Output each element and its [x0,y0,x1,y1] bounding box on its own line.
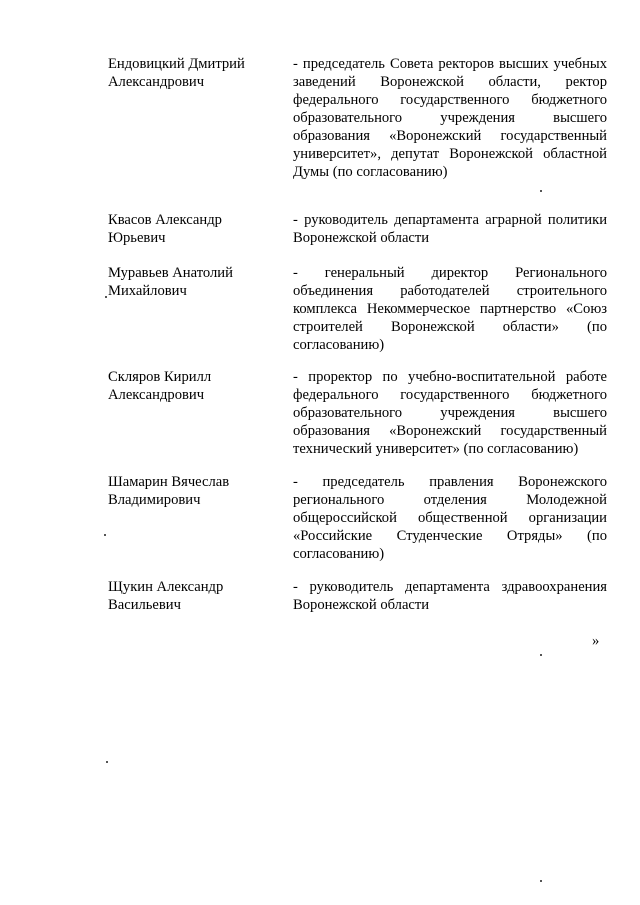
member-name-line1: Щукин Александр [108,579,224,595]
member-name-line1: Скляров Кирилл [108,369,212,385]
member-name-line1: Муравьев Анатолий [108,265,233,281]
member-name [108,264,278,300]
member-name [108,473,278,509]
member-name-line2: Александрович [108,74,205,90]
member-name [108,578,278,614]
member-name [108,55,278,91]
closing-quote-mark: » [592,633,600,649]
member-description: - руководитель департамента аграрной политики Воронежской области [293,212,607,246]
member-name-line2: Владимирович [108,492,201,508]
member-name-line1: Ендовицкий Дмитрий [108,56,245,72]
member-name-line1: Квасов Александр [108,212,222,228]
member-description: - руководитель департамента здравоохранения Воронежской области [293,579,607,613]
member-name-line2: Васильевич [108,597,181,613]
member-name-line2: Юрьевич [108,230,166,246]
scan-speck [540,880,542,882]
scan-speck [106,761,108,763]
member-description: - председатель правления Воронежского регионального отделения Молодежной общероссийской общественной организации «Российские Студенческие Отряды» (по согласованию) [293,474,607,562]
scan-speck [105,296,107,298]
scan-speck [104,534,106,536]
member-name-line2: Александрович [108,387,205,403]
member-description: - проректор по учебно-воспитательной работе федерального государственного бюджетного образовательного учреждения высшего образования «Воронежский государственный технический университет» (по согласованию) [293,369,607,457]
member-name [108,211,278,247]
scan-speck [540,654,542,656]
scan-speck [540,190,542,192]
member-description: - генеральный директор Регионального объединения работодателей строительного комплекса Некоммерческое партнерство «Союз строителей Воронежской области» (по согласованию) [293,265,607,353]
member-name-line1: Шамарин Вячеслав [108,474,230,490]
member-name-line2: Михайлович [108,283,187,299]
member-description: - председатель Совета ректоров высших учебных заведений Воронежской области, ректор федерального государственного бюджетного образовательного учреждения высшего образования «Воронежский государственный университет», депутат Воронежской областной Думы (по согласованию) [293,56,607,180]
member-name [108,368,278,404]
